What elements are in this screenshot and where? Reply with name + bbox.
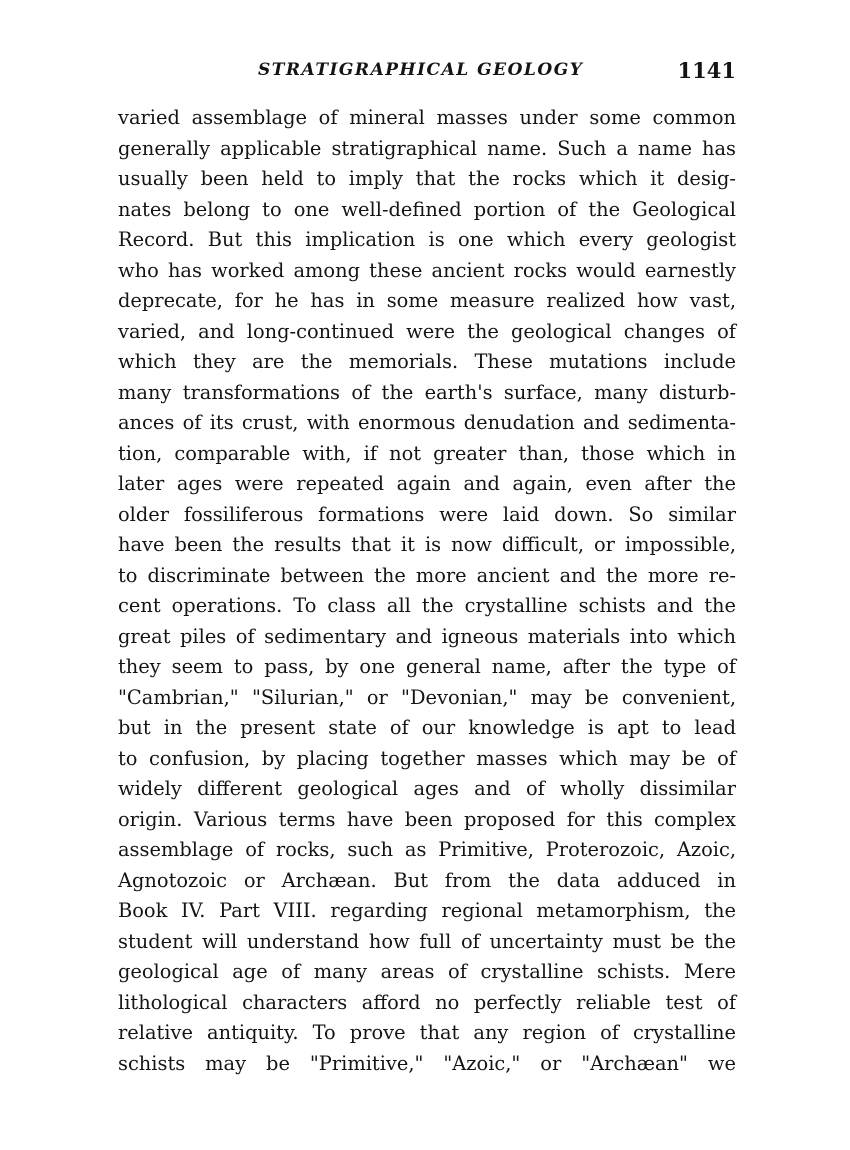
text-line: relative antiquity. To prove that any region of crystalline	[118, 1021, 736, 1044]
text-line: Agnotozoic or Archæan. But from the data adduced in	[118, 868, 736, 892]
text-line: generally applicable stratigraphical name. Such a name has	[118, 136, 736, 160]
text-line: later ages were repeated again and again, even after the	[118, 472, 736, 495]
text-line: student will understand how full of uncertainty must be the	[118, 929, 736, 953]
text-line: assemblage of rocks, such as Primitive, Proterozoic, Azoic,	[118, 838, 736, 861]
text-line: nates belong to one well-defined portion of the Geological	[118, 197, 736, 221]
text-line: deprecate, for he has in some measure realized how vast,	[118, 289, 736, 312]
text-line: usually been held to imply that the rocks which it desig-	[118, 167, 736, 190]
text-line: many transformations of the earth's surface, many disturb-	[118, 380, 736, 404]
text-line: have been the results that it is now difficult, or impossible,	[118, 533, 736, 556]
text-line: geological age of many areas of crystalline schists. Mere	[118, 960, 736, 983]
text-line: Record. But this implication is one which every geologist	[118, 228, 736, 251]
text-line: schists may be "Primitive," "Azoic," or "Archæan" we	[118, 1051, 736, 1075]
text-line: varied, and long-continued were the geological changes of	[118, 319, 736, 343]
page-number: 1141	[677, 58, 736, 83]
text-line: "Cambrian," "Silurian," or "Devonian," may be convenient,	[118, 685, 736, 709]
text-line: origin. Various terms have been proposed for this complex	[118, 807, 736, 831]
text-line: who has worked among these ancient rocks would earnestly	[118, 258, 736, 282]
text-line: they seem to pass, by one general name, after the type of	[118, 655, 736, 678]
text-line: widely different geological ages and of wholly dissimilar	[118, 777, 736, 800]
text-line: cent operations. To class all the crystalline schists and the	[118, 594, 736, 617]
text-line: to discriminate between the more ancient and the more re-	[118, 563, 736, 587]
text-line: tion, comparable with, if not greater than, those which in	[118, 441, 736, 465]
text-line: but in the present state of our knowledge is apt to lead	[118, 716, 736, 739]
text-line: Book IV. Part VIII. regarding regional metamorphism, the	[118, 899, 736, 922]
text-line: older fossiliferous formations were laid down. So similar	[118, 502, 736, 526]
text-line: to confusion, by placing together masses which may be of	[118, 746, 736, 770]
running-title: STRATIGRAPHICAL GEOLOGY	[258, 60, 584, 80]
text-line: lithological characters afford no perfectly reliable test of	[118, 990, 736, 1014]
running-head	[118, 58, 736, 92]
text-line: ances of its crust, with enormous denudation and sedimenta-	[118, 411, 736, 434]
text-line: great piles of sedimentary and igneous materials into which	[118, 624, 736, 648]
body-paragraph	[118, 103, 736, 1079]
text-line: varied assemblage of mineral masses under some common	[118, 106, 736, 129]
text-line: which they are the memorials. These mutations include	[118, 350, 736, 373]
